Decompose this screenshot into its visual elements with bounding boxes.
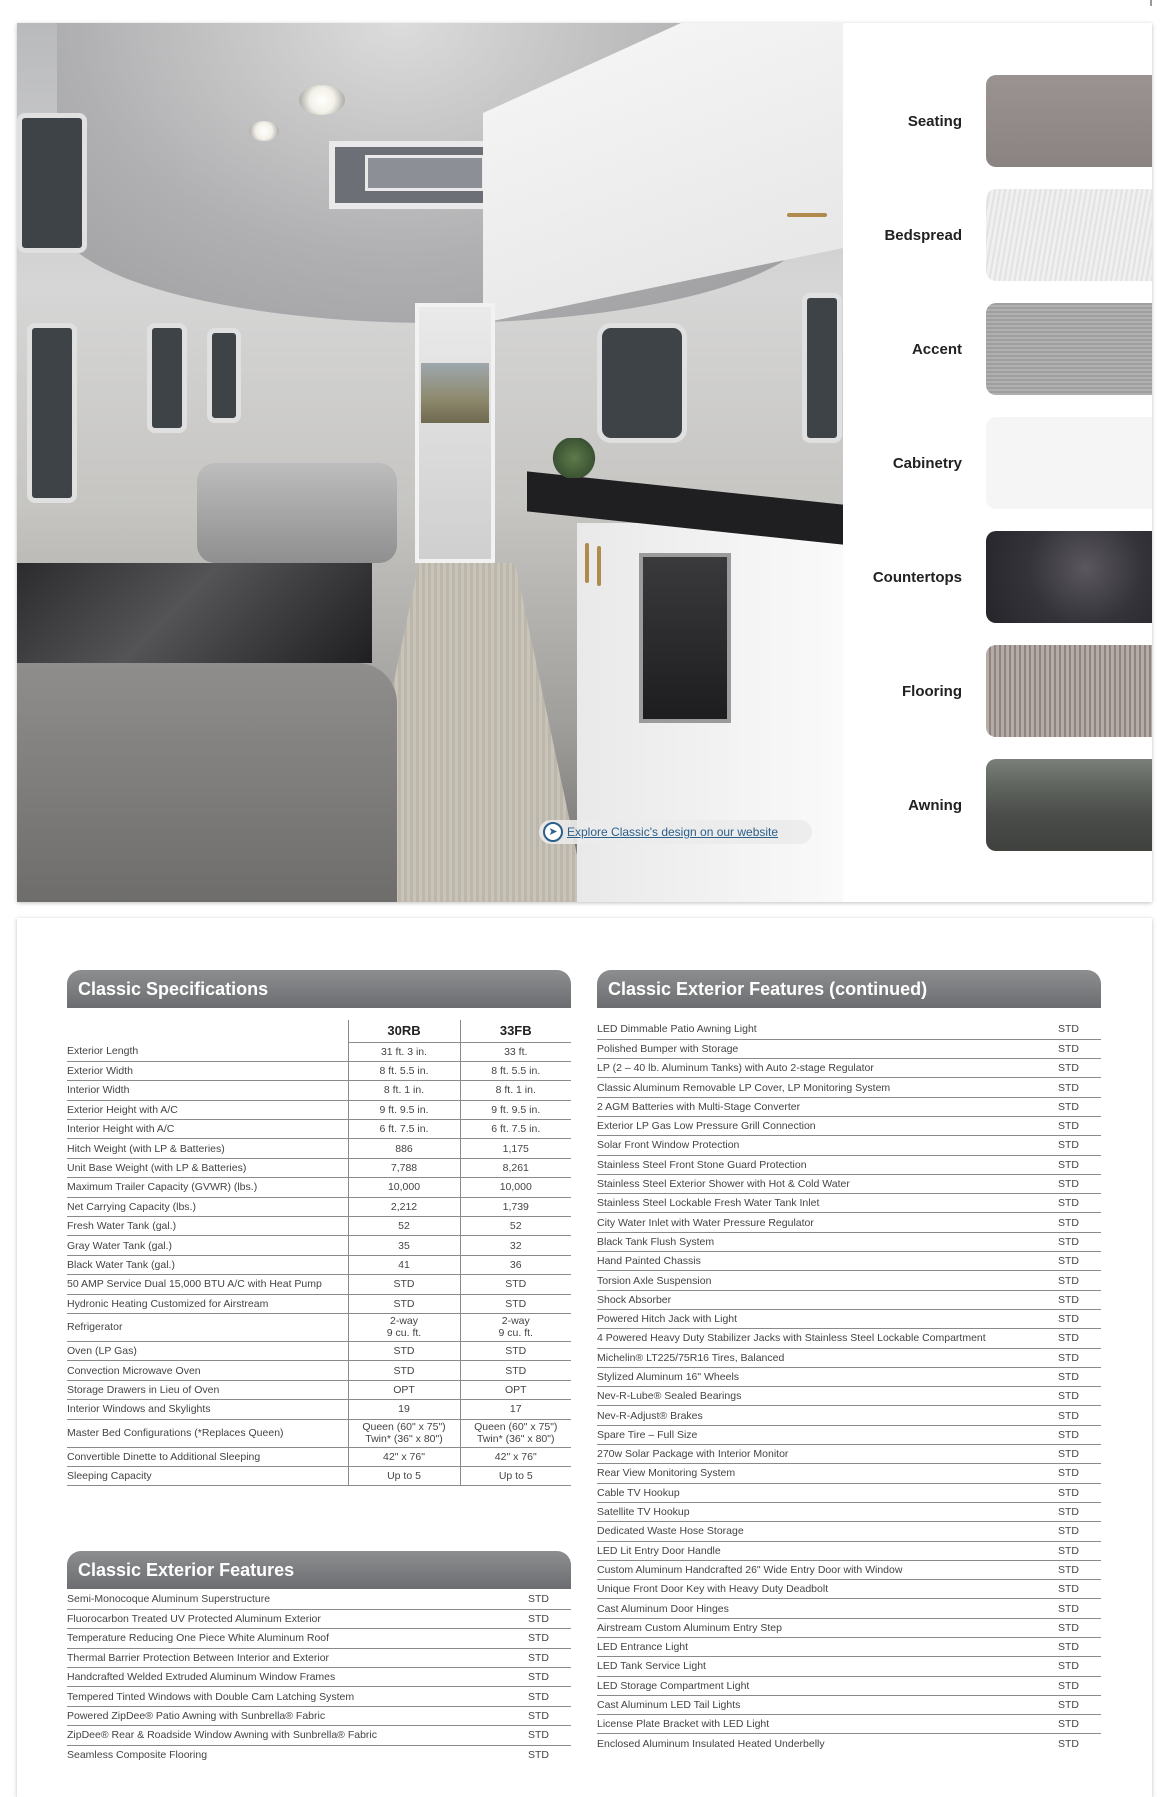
spec-value xyxy=(460,1419,571,1447)
feature-label: Exterior LP Gas Low Pressure Grill Connection xyxy=(597,1116,1031,1135)
table-row xyxy=(597,1387,1101,1406)
spec-value-line: 2-way xyxy=(389,1315,418,1328)
spec-label: Exterior Width xyxy=(67,1061,348,1080)
explore-link-text: Explore Classic's design on our website xyxy=(567,825,779,839)
table-row xyxy=(67,1609,571,1628)
feature-label: Semi-Monocoque Aluminum Superstructure xyxy=(67,1590,501,1609)
spec-value-line: Twin* (36" x 80") xyxy=(477,1433,555,1446)
spec-value: 6 ft. 7.5 in. xyxy=(348,1120,460,1139)
spec-value: OPT xyxy=(460,1380,571,1399)
feature-label: Powered Hitch Jack with Light xyxy=(597,1309,1031,1328)
feature-label: Seamless Composite Flooring xyxy=(67,1749,208,1762)
swatch-label: Cabinetry xyxy=(892,455,962,472)
spec-label: Hydronic Heating Customized for Airstream xyxy=(67,1294,348,1313)
sofa xyxy=(197,463,397,563)
column-header: 30RB xyxy=(348,1020,460,1042)
table-row xyxy=(67,1590,571,1609)
window xyxy=(207,328,241,423)
feature-label: City Water Inlet with Water Pressure Regulator xyxy=(597,1213,1031,1232)
feature-value: STD xyxy=(1031,1097,1101,1116)
feature-value: STD xyxy=(1031,1136,1101,1155)
feature-label: Cable TV Hookup xyxy=(597,1483,1031,1502)
table-row xyxy=(597,1406,1101,1425)
spec-value: 31 ft. 3 in. xyxy=(348,1042,460,1061)
spec-value: STD xyxy=(460,1361,571,1380)
header-blank xyxy=(67,1020,348,1042)
exterior-features-continued-header: Classic Exterior Features (continued) xyxy=(597,970,1101,1008)
table-row xyxy=(597,1502,1101,1521)
rear-window xyxy=(421,363,489,423)
table-row xyxy=(67,1081,571,1100)
exterior-features-table xyxy=(67,1590,571,1765)
table-row xyxy=(597,1213,1101,1232)
feature-value: STD xyxy=(1031,1580,1101,1599)
feature-value: STD xyxy=(1031,1271,1101,1290)
table-row xyxy=(597,1232,1101,1251)
swatch-awning xyxy=(843,759,1152,851)
spec-value-line: Queen (60" x 75") xyxy=(474,1421,558,1434)
window xyxy=(802,293,842,443)
plant xyxy=(552,438,596,478)
feature-label: Stylized Aluminum 16" Wheels xyxy=(597,1367,1031,1386)
feature-label: Satellite TV Hookup xyxy=(597,1502,1031,1521)
table-row xyxy=(67,1687,571,1706)
spec-value: 35 xyxy=(348,1236,460,1255)
cabinet-handle xyxy=(787,213,827,217)
feature-value: STD xyxy=(1031,1541,1101,1560)
table-row xyxy=(597,1136,1101,1155)
table-row xyxy=(67,1236,571,1255)
table-row xyxy=(67,1726,571,1745)
spec-value: 886 xyxy=(348,1139,460,1158)
spec-label: Convertible Dinette to Additional Sleeping xyxy=(67,1447,348,1466)
swatch-chip xyxy=(986,759,1152,851)
cursor-icon: ➤ xyxy=(543,822,563,842)
spec-value: OPT xyxy=(348,1380,460,1399)
spec-label: Hitch Weight (with LP & Batteries) xyxy=(67,1139,348,1158)
feature-value: STD xyxy=(1031,1560,1101,1579)
table-row xyxy=(597,1329,1101,1348)
feature-value: STD xyxy=(1031,1116,1101,1135)
feature-value: STD xyxy=(1031,1290,1101,1309)
feature-value: STD xyxy=(501,1706,571,1725)
swatch-chip xyxy=(986,531,1152,623)
table-row xyxy=(597,1367,1101,1386)
table-row xyxy=(67,1197,571,1216)
table-row xyxy=(597,1676,1101,1695)
table-row xyxy=(597,1174,1101,1193)
feature-value: STD xyxy=(1031,1464,1101,1483)
feature-value: STD xyxy=(1031,1155,1101,1174)
feature-label: LED Dimmable Patio Awning Light xyxy=(597,1020,1031,1039)
spec-label: Interior Height with A/C xyxy=(67,1120,348,1139)
table-row xyxy=(597,1097,1101,1116)
feature-label: 270w Solar Package with Interior Monitor xyxy=(597,1445,1031,1464)
table-header-row xyxy=(67,1020,571,1042)
spec-value: STD xyxy=(460,1275,571,1294)
ceiling-light xyxy=(249,121,279,141)
feature-label: Fluorocarbon Treated UV Protected Aluminum Exterior xyxy=(67,1609,501,1628)
specifications-page xyxy=(17,918,1152,1797)
table-row xyxy=(597,1657,1101,1676)
table-row xyxy=(597,1116,1101,1135)
spec-value: 9 ft. 9.5 in. xyxy=(460,1100,571,1119)
feature-value: STD xyxy=(1031,1078,1101,1097)
spec-value: STD xyxy=(348,1294,460,1313)
swatch-label: Awning xyxy=(908,797,962,814)
table-row xyxy=(67,1361,571,1380)
feature-label: License Plate Bracket with LED Light xyxy=(597,1715,1031,1734)
spec-label: Interior Windows and Skylights xyxy=(67,1400,348,1419)
feature-label: LED Storage Compartment Light xyxy=(597,1676,1031,1695)
explore-website-link[interactable] xyxy=(539,820,812,844)
feature-value: STD xyxy=(1031,1715,1101,1734)
feature-label: Unique Front Door Key with Heavy Duty Deadbolt xyxy=(597,1580,1031,1599)
feature-value: STD xyxy=(528,1749,549,1762)
feature-value: STD xyxy=(1058,1737,1079,1750)
table-row xyxy=(67,1419,571,1447)
table-row xyxy=(67,1648,571,1667)
page-edge-mark xyxy=(1150,0,1152,6)
spec-value: STD xyxy=(348,1361,460,1380)
feature-label: Spare Tire – Full Size xyxy=(597,1425,1031,1444)
table-row xyxy=(597,1560,1101,1579)
table-row xyxy=(67,1139,571,1158)
swatch-accent xyxy=(843,303,1152,395)
spec-value: Up to 5 xyxy=(460,1466,571,1485)
feature-value: STD xyxy=(1031,1387,1101,1406)
feature-value: STD xyxy=(501,1668,571,1687)
feature-value: STD xyxy=(1031,1657,1101,1676)
feature-label: Cast Aluminum Door Hinges xyxy=(597,1599,1031,1618)
spec-label: Maximum Trailer Capacity (GVWR) (lbs.) xyxy=(67,1178,348,1197)
feature-value: STD xyxy=(1031,1232,1101,1251)
table-row xyxy=(67,1447,571,1466)
feature-value: STD xyxy=(1031,1252,1101,1271)
table-row xyxy=(597,1348,1101,1367)
spec-label: Black Water Tank (gal.) xyxy=(67,1255,348,1274)
swatch-cabinetry xyxy=(843,417,1152,509)
spec-value: 32 xyxy=(460,1236,571,1255)
table-row xyxy=(67,1178,571,1197)
swatch-label: Bedspread xyxy=(884,227,962,244)
spec-label: 50 AMP Service Dual 15,000 BTU A/C with Heat Pump xyxy=(67,1275,348,1294)
feature-label: Powered ZipDee® Patio Awning with Sunbrella® Fabric xyxy=(67,1706,501,1725)
table-row xyxy=(67,1100,571,1119)
swatch-label: Countertops xyxy=(872,569,962,586)
cabinet-handle xyxy=(585,543,589,583)
table-row xyxy=(597,1039,1101,1058)
feature-label: Stainless Steel Front Stone Guard Protection xyxy=(597,1155,1031,1174)
spec-label: Refrigerator xyxy=(67,1313,348,1341)
rear-door xyxy=(415,303,495,563)
specifications-table xyxy=(67,1020,571,1486)
table-row xyxy=(597,1020,1101,1039)
table-row xyxy=(67,1042,571,1061)
spec-label: Exterior Length xyxy=(67,1042,348,1061)
swatch-bedspread xyxy=(843,189,1152,281)
table-row xyxy=(67,1706,571,1725)
feature-label: Airstream Custom Aluminum Entry Step xyxy=(597,1618,1031,1637)
feature-label: Thermal Barrier Protection Between Interior and Exterior xyxy=(67,1648,501,1667)
swatch-label: Seating xyxy=(907,113,962,130)
feature-value: STD xyxy=(1031,1059,1101,1078)
spec-label: Unit Base Weight (with LP & Batteries) xyxy=(67,1158,348,1177)
feature-value: STD xyxy=(501,1648,571,1667)
swatch-chip xyxy=(986,75,1152,167)
spec-value: 52 xyxy=(460,1217,571,1236)
spec-value: 52 xyxy=(348,1217,460,1236)
spec-label: Net Carrying Capacity (lbs.) xyxy=(67,1197,348,1216)
spec-value: 17 xyxy=(460,1400,571,1419)
feature-value: STD xyxy=(1031,1445,1101,1464)
table-row xyxy=(597,1580,1101,1599)
spec-value: 19 xyxy=(348,1400,460,1419)
feature-label: Solar Front Window Protection xyxy=(597,1136,1031,1155)
feature-label: ZipDee® Rear & Roadside Window Awning with Sunbrella® Fabric xyxy=(67,1726,501,1745)
specifications-header: Classic Specifications xyxy=(67,970,571,1008)
table-row xyxy=(597,1522,1101,1541)
table-row xyxy=(67,1255,571,1274)
feature-value: STD xyxy=(501,1687,571,1706)
feature-value: STD xyxy=(1031,1425,1101,1444)
spec-value: 42" x 76" xyxy=(460,1447,571,1466)
window xyxy=(27,323,77,503)
table-row xyxy=(67,1668,571,1687)
exterior-features-continued-table xyxy=(597,1020,1101,1753)
feature-value: STD xyxy=(1031,1309,1101,1328)
table-row xyxy=(597,1309,1101,1328)
feature-value: STD xyxy=(1031,1599,1101,1618)
feature-label: 4 Powered Heavy Duty Stabilizer Jacks with Stainless Steel Lockable Compartment xyxy=(597,1329,1031,1348)
feature-label: Torsion Axle Suspension xyxy=(597,1271,1031,1290)
table-row xyxy=(597,1290,1101,1309)
table-row xyxy=(597,1252,1101,1271)
spec-value: 1,739 xyxy=(460,1197,571,1216)
feature-value: STD xyxy=(1031,1676,1101,1695)
dinette-bench xyxy=(17,663,397,902)
spec-value-line: 2-way xyxy=(501,1315,530,1328)
spec-value: 1,175 xyxy=(460,1139,571,1158)
table-row xyxy=(67,1745,571,1764)
swatch-chip xyxy=(986,189,1152,281)
table-row xyxy=(597,1425,1101,1444)
feature-label: Tempered Tinted Windows with Double Cam Latching System xyxy=(67,1687,501,1706)
spec-value-line: 9 cu. ft. xyxy=(386,1327,422,1340)
feature-label: Nev-R-Adjust® Brakes xyxy=(597,1406,1031,1425)
spec-value-line: Twin* (36" x 80") xyxy=(365,1433,443,1446)
table-row xyxy=(67,1629,571,1648)
swatch-seating xyxy=(843,75,1152,167)
spec-value: STD xyxy=(348,1341,460,1360)
table-row xyxy=(67,1294,571,1313)
feature-value: STD xyxy=(1031,1522,1101,1541)
feature-value: STD xyxy=(1031,1020,1101,1039)
table-row xyxy=(67,1120,571,1139)
feature-label: Stainless Steel Exterior Shower with Hot & Cold Water xyxy=(597,1174,1031,1193)
spec-label: Oven (LP Gas) xyxy=(67,1341,348,1360)
swatch-countertops xyxy=(843,531,1152,623)
swatch-chip xyxy=(986,645,1152,737)
spec-value: STD xyxy=(460,1341,571,1360)
table-row xyxy=(67,1313,571,1341)
feature-label: Dedicated Waste Hose Storage xyxy=(597,1522,1031,1541)
table-row xyxy=(67,1400,571,1419)
swatch-chip xyxy=(986,303,1152,395)
feature-value: STD xyxy=(1031,1348,1101,1367)
table-row xyxy=(67,1217,571,1236)
feature-label: Hand Painted Chassis xyxy=(597,1252,1031,1271)
spec-value-line: 9 cu. ft. xyxy=(498,1327,533,1340)
spec-value: 8 ft. 1 in. xyxy=(460,1081,571,1100)
feature-value: STD xyxy=(1031,1367,1101,1386)
swatch-chip xyxy=(986,417,1152,509)
swatch-flooring xyxy=(843,645,1152,737)
spec-label: Storage Drawers in Lieu of Oven xyxy=(67,1380,348,1399)
feature-value: STD xyxy=(1031,1194,1101,1213)
feature-label: Nev-R-Lube® Sealed Bearings xyxy=(597,1387,1031,1406)
feature-value: STD xyxy=(1031,1695,1101,1714)
spec-value: 9 ft. 9.5 in. xyxy=(348,1100,460,1119)
feature-value: STD xyxy=(1031,1618,1101,1637)
ceiling-light xyxy=(299,85,345,115)
spec-label: Convection Microwave Oven xyxy=(67,1361,348,1380)
table-row xyxy=(597,1734,1101,1753)
spec-value: 7,788 xyxy=(348,1158,460,1177)
dinette-table xyxy=(17,563,372,663)
swatch-label: Flooring xyxy=(902,683,962,700)
window xyxy=(147,323,187,433)
table-row xyxy=(597,1271,1101,1290)
spec-value-line: Queen (60" x 75") xyxy=(362,1421,446,1434)
feature-value: STD xyxy=(1031,1638,1101,1657)
feature-value: STD xyxy=(501,1726,571,1745)
feature-label: Classic Aluminum Removable LP Cover, LP Monitoring System xyxy=(597,1078,1031,1097)
spec-value: 10,000 xyxy=(348,1178,460,1197)
interior-photo xyxy=(17,23,843,902)
spec-value: 41 xyxy=(348,1255,460,1274)
table-row xyxy=(597,1194,1101,1213)
feature-label: 2 AGM Batteries with Multi-Stage Converter xyxy=(597,1097,1031,1116)
feature-label: LED Lit Entry Door Handle xyxy=(597,1541,1031,1560)
spec-label: Fresh Water Tank (gal.) xyxy=(67,1217,348,1236)
spec-value xyxy=(348,1419,460,1447)
spec-value: 6 ft. 7.5 in. xyxy=(460,1120,571,1139)
spec-label: Sleeping Capacity xyxy=(67,1466,348,1485)
spec-value: 10,000 xyxy=(460,1178,571,1197)
table-row xyxy=(597,1541,1101,1560)
microwave-oven xyxy=(639,553,731,723)
feature-label: LED Entrance Light xyxy=(597,1638,1031,1657)
cabinet-handle xyxy=(597,546,601,586)
spec-value: 36 xyxy=(460,1255,571,1274)
spec-value: 42" x 76" xyxy=(348,1447,460,1466)
table-row xyxy=(67,1158,571,1177)
feature-value: STD xyxy=(1031,1329,1101,1348)
feature-label: Stainless Steel Lockable Fresh Water Tank Inlet xyxy=(597,1194,1031,1213)
feature-value: STD xyxy=(501,1590,571,1609)
window xyxy=(597,323,687,443)
feature-label: Cast Aluminum LED Tail Lights xyxy=(597,1695,1031,1714)
table-row xyxy=(597,1599,1101,1618)
feature-label: Enclosed Aluminum Insulated Heated Underbelly xyxy=(597,1737,825,1750)
table-row xyxy=(597,1059,1101,1078)
spec-value: 2,212 xyxy=(348,1197,460,1216)
swatch-label: Accent xyxy=(911,341,962,358)
table-row xyxy=(597,1638,1101,1657)
table-row xyxy=(597,1445,1101,1464)
feature-label: Custom Aluminum Handcrafted 26" Wide Entry Door with Window xyxy=(597,1560,1031,1579)
feature-label: Temperature Reducing One Piece White Aluminum Roof xyxy=(67,1629,501,1648)
feature-value: STD xyxy=(501,1629,571,1648)
feature-value: STD xyxy=(501,1609,571,1628)
feature-label: Handcrafted Welded Extruded Aluminum Window Frames xyxy=(67,1668,501,1687)
feature-value: STD xyxy=(1031,1213,1101,1232)
feature-label: LED Tank Service Light xyxy=(597,1657,1031,1676)
table-row xyxy=(597,1715,1101,1734)
feature-label: Rear View Monitoring System xyxy=(597,1464,1031,1483)
spec-value: 8 ft. 5.5 in. xyxy=(460,1061,571,1080)
table-row xyxy=(597,1695,1101,1714)
exterior-features-header: Classic Exterior Features xyxy=(67,1551,571,1589)
feature-value: STD xyxy=(1031,1502,1101,1521)
table-row xyxy=(597,1078,1101,1097)
skylight-inner xyxy=(365,155,485,191)
feature-value: STD xyxy=(1031,1483,1101,1502)
page-divider xyxy=(0,0,1170,4)
feature-value: STD xyxy=(1031,1174,1101,1193)
feature-value: STD xyxy=(1031,1039,1101,1058)
spec-value: 8 ft. 5.5 in. xyxy=(348,1061,460,1080)
table-row xyxy=(67,1380,571,1399)
table-row xyxy=(597,1483,1101,1502)
table-row xyxy=(597,1155,1101,1174)
spec-label: Exterior Height with A/C xyxy=(67,1100,348,1119)
window xyxy=(17,113,87,253)
table-row xyxy=(67,1341,571,1360)
feature-label: Black Tank Flush System xyxy=(597,1232,1031,1251)
table-row xyxy=(597,1618,1101,1637)
table-row xyxy=(67,1466,571,1485)
column-header: 33FB xyxy=(460,1020,571,1042)
spec-value xyxy=(460,1313,571,1341)
feature-label: Polished Bumper with Storage xyxy=(597,1039,1031,1058)
table-row xyxy=(67,1275,571,1294)
feature-value: STD xyxy=(1031,1406,1101,1425)
table-row xyxy=(597,1464,1101,1483)
spec-value: 8,261 xyxy=(460,1158,571,1177)
color-swatches xyxy=(843,23,1152,902)
spec-value: 8 ft. 1 in. xyxy=(348,1081,460,1100)
feature-label: LP (2 – 40 lb. Aluminum Tanks) with Auto 2-stage Regulator xyxy=(597,1059,1031,1078)
feature-label: Michelin® LT225/75R16 Tires, Balanced xyxy=(597,1348,1031,1367)
interior-page xyxy=(17,23,1152,902)
spec-value: STD xyxy=(460,1294,571,1313)
spec-value: STD xyxy=(348,1275,460,1294)
spec-label: Gray Water Tank (gal.) xyxy=(67,1236,348,1255)
table-row xyxy=(67,1061,571,1080)
spec-label: Master Bed Configurations (*Replaces Queen) xyxy=(67,1419,348,1447)
feature-label: Shock Absorber xyxy=(597,1290,1031,1309)
spec-value: 33 ft. xyxy=(460,1042,571,1061)
spec-value xyxy=(348,1313,460,1341)
spec-value: Up to 5 xyxy=(348,1466,460,1485)
spec-label: Interior Width xyxy=(67,1081,348,1100)
